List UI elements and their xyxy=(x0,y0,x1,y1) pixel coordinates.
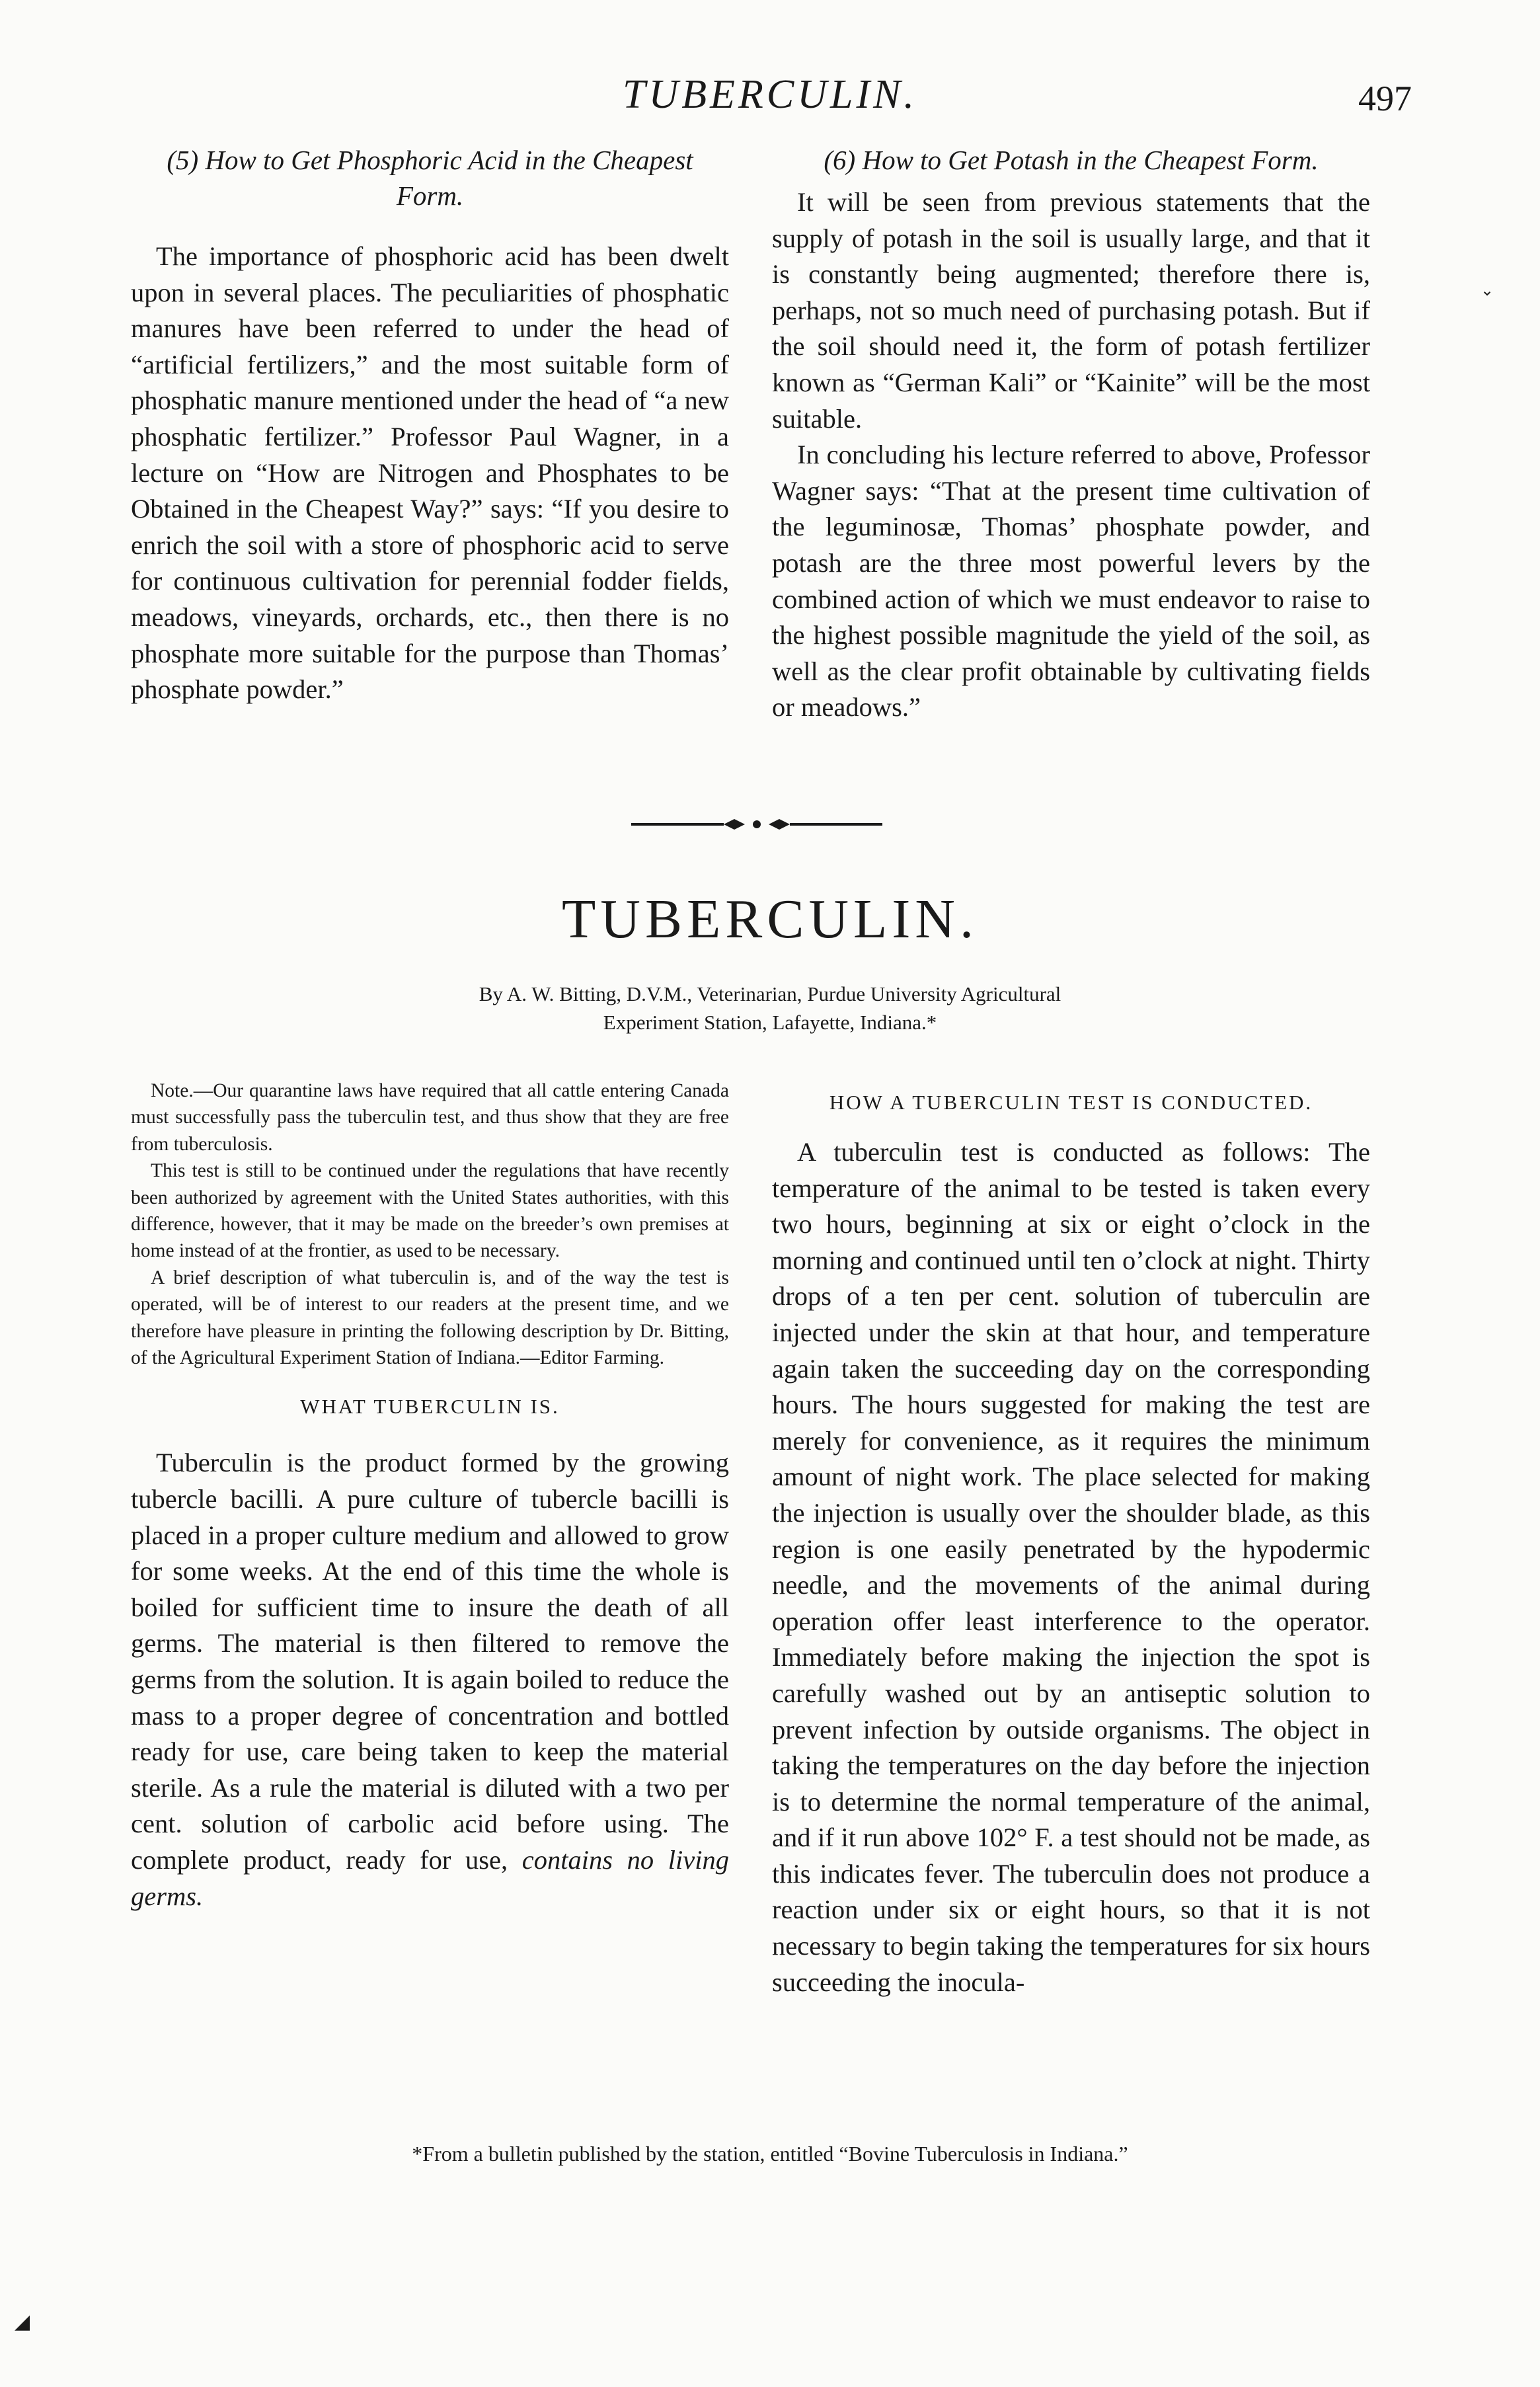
article-title: TUBERCULIN. xyxy=(562,888,978,950)
byline-line-1: By A. W. Bitting, D.V.M., Veterinarian, Purdue University Agricultural xyxy=(479,982,1061,1005)
section-5-column xyxy=(131,142,729,708)
editor-note-paragraph-1: Note.—Our quarantine laws have required that all cattle entering Canada must successfully pass the tuberculin test, and thus show that they are free from tuberculosis. xyxy=(131,1080,729,1155)
byline-line-2: Experiment Station, Lafayette, Indiana.* xyxy=(603,1011,937,1034)
editor-note-paragraph-2: This test is still to be continued under the regulations that have recently been authorized by agreement with the United States authorities, with this difference, however, that it may be made on the breeder’s own premises at home instead of at the frontier, as used to be necessary. xyxy=(131,1160,729,1262)
article-byline xyxy=(0,980,1540,1037)
section-6-heading: (6) How to Get Potash in the Cheapest Form. xyxy=(824,145,1319,175)
section-6-paragraph-2: In concluding his lecture referred to above, Professor Wagner says: “That at the present time cultivation of the leguminosæ, Thomas’ phosphate powder, and potash are the three most powerful levers by the combined action of which we must endeavor to raise to the highest possible magnitude the yield of the soil, as well as the clear profit obtainable by cultivating fields or meadows.” xyxy=(772,440,1370,723)
section-5-paragraph: The importance of phosphoric acid has been dwelt upon in several places. The peculiarities of phosphatic manures have been referred to under the head of “artificial fertilizers,” and the most suitable form of phosphatic manure mentioned under the head of “a new phosphatic fertilizer.” Professor Paul Wagner, in a lecture on “How are Nitrogen and Phosphates to be Obtained in the Cheapest Way?” says: “If you desire to enrich the soil with a store of phosphoric acid to serve for continuous cultivation for perennial fodder fields, meadows, vineyards, orchards, etc., then there is no phosphate more suitable for the purpose than Thomas’ phosphate powder.” xyxy=(131,241,729,705)
what-tuberculin-is-heading: WHAT TUBERCULIN IS. xyxy=(300,1395,560,1419)
editor-note xyxy=(131,1077,729,1371)
what-tuberculin-is-paragraph: Tuberculin is the product formed by the growing tubercle bacilli. A pure culture of tubercle bacilli is placed in a proper culture medium and allowed to grow for some weeks. At the end of this time the whole is boiled for sufficient time to insure the death of all germs. The material is then filtered to remove the germs from the solution. It is again boiled to reduce the mass to a proper degree of concentration and bottled ready for use, care being taken to keep the material sterile. As a rule the material is diluted with a two per cent. solution of carbolic acid before using. The complete product, ready for use, xyxy=(131,1448,729,1875)
what-tuberculin-is-body xyxy=(131,1445,729,1914)
footnote: *From a bulletin published by the station, entitled “Bovine Tuberculosis in Indiana.” xyxy=(412,2142,1128,2166)
running-head-title: TUBERCULIN. xyxy=(623,72,917,117)
how-test-conducted-heading: HOW A TUBERCULIN TEST IS CONDUCTED. xyxy=(829,1091,1313,1114)
section-divider-ornament xyxy=(625,814,889,834)
section-6-column xyxy=(772,142,1370,726)
section-6-paragraph-1: It will be seen from previous statements that the supply of potash in the soil is usually large, and that it is constantly being augmented; therefore there is, perhaps, not so much need of purchasing potash. But if the soil should need it, the form of potash fertilizer known as “German Kali” or “Kainite” will be the most suitable. xyxy=(772,187,1370,434)
stray-mark: ⌄ xyxy=(1481,282,1494,299)
how-test-conducted-paragraph: A tuberculin test is conducted as follows: The temperature of the animal to be tested is taken every two hours, beginning at six or eight o’clock in the morning and continued until ten o’clock at night. Thirty drops of a ten per cent. solution of tuberculin are injected under the skin at that hour, and temperature again taken the succeeding day on the corresponding hours. The hours suggested for making the test are merely for convenience, as it requires the minimum amount of night work. The place selected for making the injection is usually over the shoulder blade, as this region is one easily penetrated by the hypodermic needle, and the movements of the animal during operation offer least interference to the operator. Immediately before making the injection the spot is carefully washed out by an antiseptic solution to prevent infection by outside organisms. The object in taking the temperatures on the day before the injection is to determine the normal temperature of the animal, and if it run above 102° F. a test should not be made, as this indicates fever. The tuberculin does not produce a reaction under six or eight hours, so that it is not necessary to begin taking the temperatures for six hours succeeding the inocula- xyxy=(772,1137,1370,1997)
corner-arrow-mark: ◢ xyxy=(15,2311,30,2333)
editor-note-paragraph-3: A brief description of what tuberculin is, and of the way the test is operated, will be of interest to our readers at the present time, and we therefore have pleasure in printing the following description by Dr. Bitting, of the Agricultural Experiment Station of Indiana.—Editor Farming. xyxy=(131,1267,729,1369)
page-number: 497 xyxy=(1358,79,1412,118)
section-5-heading: (5) How to Get Phosphoric Acid in the Cheapest Form. xyxy=(167,145,693,211)
lower-right-column xyxy=(772,1091,1370,2000)
how-test-conducted-body xyxy=(772,1134,1370,2000)
what-tuberculin-is-italic-end: contains no living germs. xyxy=(131,1845,729,1911)
lower-left-column xyxy=(131,1077,729,1914)
